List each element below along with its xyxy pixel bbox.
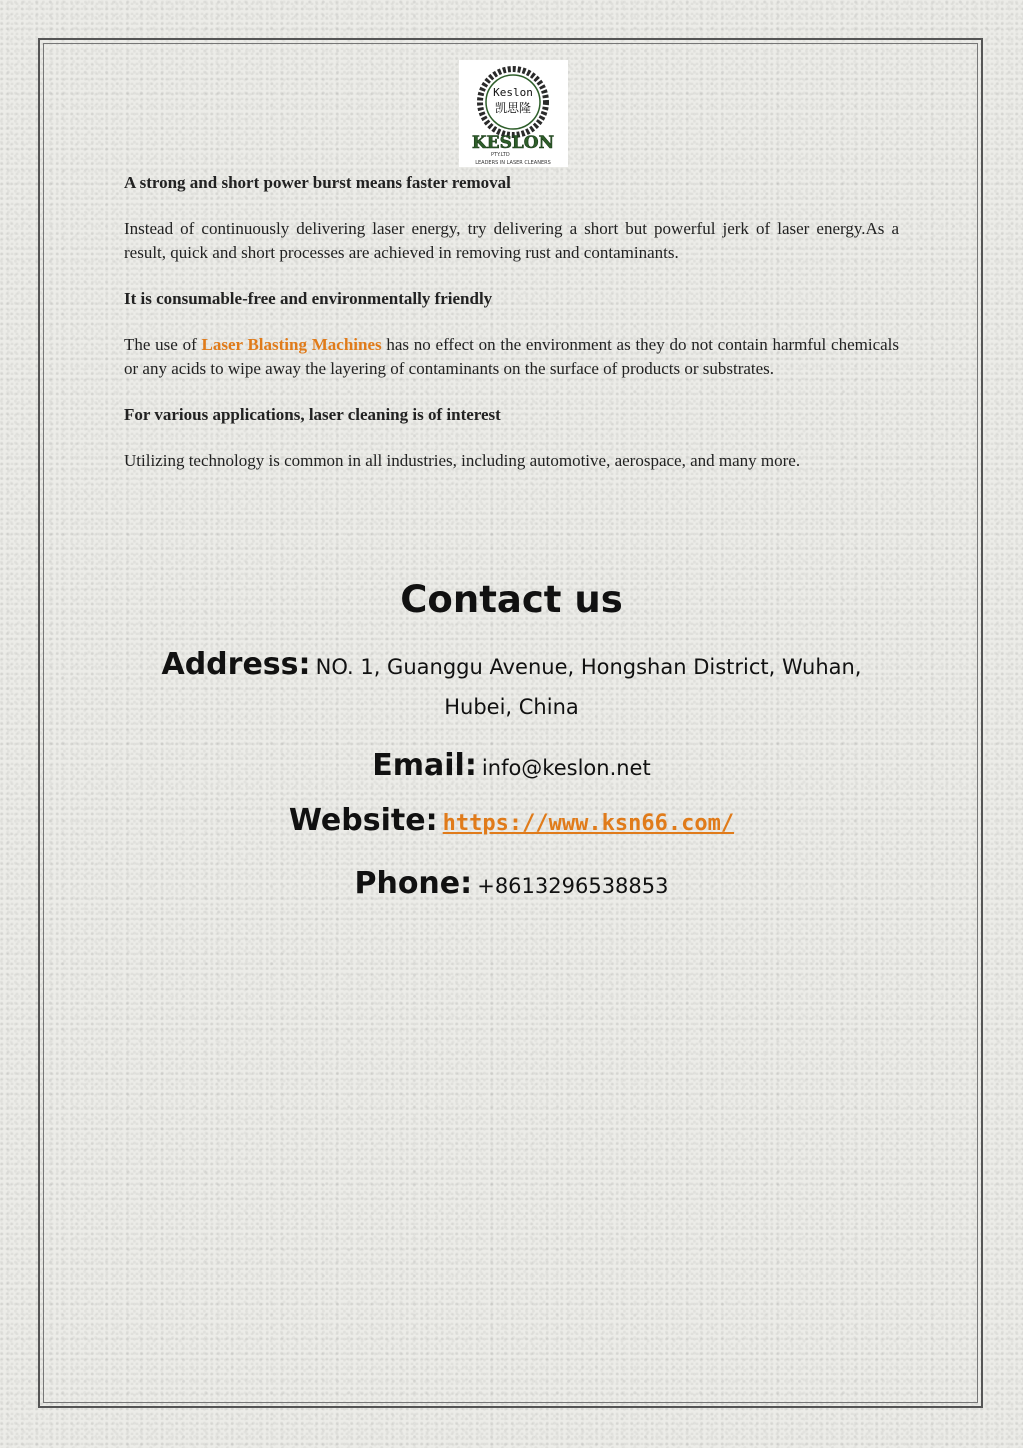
website-row — [0, 803, 1023, 838]
logo-top-text: Keslon — [493, 86, 533, 99]
email-row — [0, 748, 1023, 783]
section-body-1: Instead of continuously delivering laser energy, try delivering a short but powerful jerk of laser energy.As a result, quick and short processes are achieved in removing rust and contaminants. — [124, 219, 899, 262]
logo-brand: KESLON — [471, 133, 555, 153]
phone-label: Phone: — [354, 866, 473, 901]
section-heading-3: For various applications, laser cleaning is of interest — [124, 405, 501, 424]
logo-chinese-text: 凯思隆 — [494, 101, 532, 115]
phone-row — [0, 866, 1023, 901]
section-body-2-start: The use of — [124, 335, 202, 354]
email-label: Email: — [372, 748, 477, 783]
address-value-line1: NO. 1, Guanggu Avenue, Hongshan District, Wuhan, — [315, 655, 862, 679]
address-value-line2: Hubei, China — [444, 695, 579, 719]
section-heading-1: A strong and short power burst means faster removal — [124, 173, 511, 192]
email-value[interactable]: info@keslon.net — [481, 756, 651, 780]
website-label: Website: — [288, 803, 438, 838]
keslon-logo — [459, 60, 568, 167]
contact-title: Contact us — [400, 578, 623, 621]
section-body-2-end: has no effect on the environment as they do not contain harmful chemicals or any acids to wipe away the layering of contaminants on the surface of products or substrates. — [124, 335, 899, 378]
contact-block — [0, 570, 1023, 901]
address-row — [0, 646, 1023, 728]
section-body-3: Utilizing technology is common in all industries, including automotive, aerospace, and many more. — [124, 451, 801, 470]
laser-blasting-machines-link[interactable]: Laser Blasting Machines — [201, 335, 382, 354]
phone-value: +8613296538853 — [477, 874, 669, 898]
logo-tagline: LEADERS IN LASER CLEANERS — [475, 160, 551, 166]
article-body — [124, 171, 899, 473]
address-label: Address: — [161, 647, 311, 682]
section-body-2 — [124, 333, 899, 381]
logo-sub: PTY.LTD — [491, 152, 510, 158]
section-heading-2: It is consumable-free and environmentally friendly — [124, 289, 493, 308]
website-link[interactable]: https://www.ksn66.com/ — [442, 811, 735, 836]
